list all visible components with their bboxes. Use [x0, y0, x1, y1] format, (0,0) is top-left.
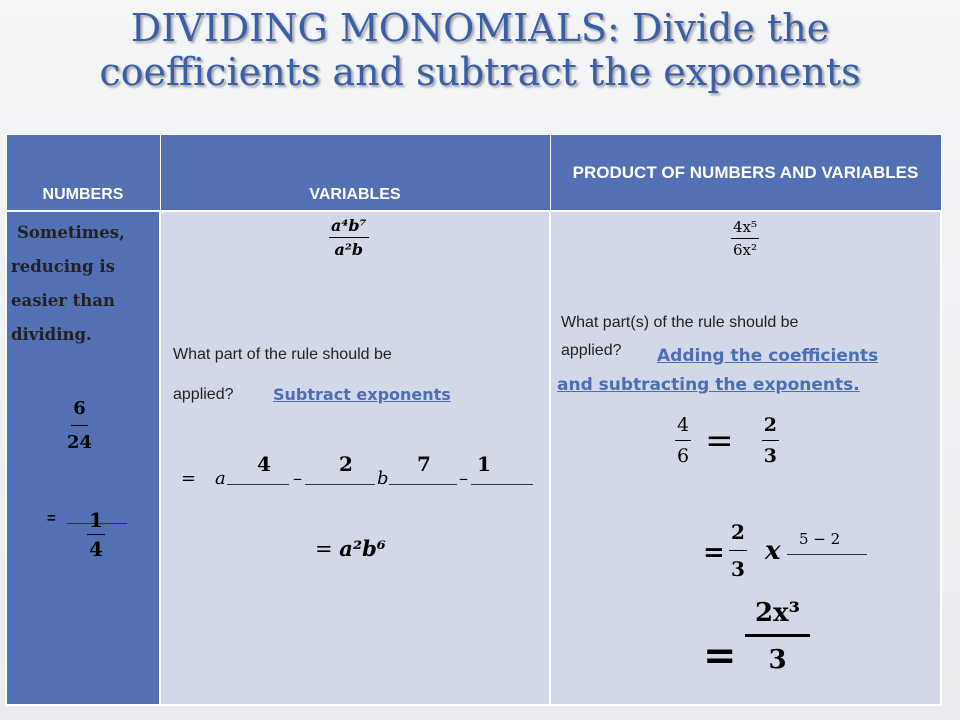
working-b: b — [377, 468, 389, 489]
product-step-2 — [703, 520, 903, 590]
product-step-1 — [675, 414, 779, 467]
note-line-4: dividing. — [11, 325, 92, 344]
product-question: What part(s) of the rule should be — [561, 314, 799, 331]
fraction-denominator: 24 — [67, 432, 93, 453]
result-numerator: 1 — [89, 508, 103, 532]
note-line-1: Sometimes, — [17, 223, 125, 242]
title-line-1: DIVIDING MONOMIALS: Divide the — [130, 6, 830, 50]
product-expr-numerator: 4x⁵ — [733, 218, 758, 236]
product-expr-denominator: 6x² — [733, 241, 758, 259]
working-minus-1: – — [293, 468, 302, 489]
note-line-3: easier than — [11, 291, 115, 310]
step2-denominator: 3 — [731, 557, 745, 581]
step1-eq: = — [705, 420, 734, 461]
step1-denominator: 6 — [677, 445, 690, 467]
step1-result-numerator: 2 — [763, 414, 777, 436]
working-exp-4: 1 — [477, 452, 491, 476]
variables-result — [315, 536, 386, 561]
header-numbers: NUMBERS — [6, 135, 160, 212]
header-product: PRODUCT OF NUMBERS AND VARIABLES — [550, 135, 941, 212]
note-line-2: reducing is — [11, 257, 115, 276]
working-a: a — [215, 468, 226, 489]
step1-numerator: 4 — [677, 414, 690, 436]
product-cell — [550, 211, 941, 705]
product-final — [703, 598, 903, 708]
variables-cell — [160, 211, 550, 705]
working-minus-2: – — [459, 468, 468, 489]
variables-applied: applied? — [173, 386, 234, 403]
expression-denominator: a²b — [334, 240, 364, 259]
result-denominator: 4 — [89, 537, 103, 561]
variables-question: What part of the rule should be — [173, 346, 392, 363]
working-exp-3: 7 — [417, 452, 431, 476]
header-variables: VARIABLES — [160, 135, 550, 212]
product-applied: applied? — [561, 342, 622, 359]
working-exp-2: 2 — [339, 452, 353, 476]
numbers-result — [87, 508, 105, 561]
expression-numerator: a⁴b⁷ — [331, 216, 367, 235]
numbers-eq-sign: = — [47, 510, 56, 527]
working-eq: = — [181, 468, 197, 489]
variables-expression — [329, 216, 369, 259]
monomial-table — [5, 134, 942, 706]
final-eq: = — [703, 632, 737, 679]
step2-x: x — [765, 536, 781, 566]
variables-working — [181, 448, 551, 488]
step2-numerator: 2 — [731, 520, 745, 544]
final-denominator: 3 — [768, 645, 787, 675]
step1-result-denominator: 3 — [763, 445, 777, 467]
variables-answer: Subtract exponents — [273, 385, 451, 404]
final-numerator: 2x³ — [755, 598, 800, 628]
numbers-cell — [6, 211, 160, 705]
header-row — [6, 135, 941, 212]
numbers-note — [11, 216, 159, 352]
content-row — [6, 211, 941, 705]
step2-eq: = — [703, 538, 725, 568]
product-answer-1: Adding the coefficients — [657, 346, 879, 366]
result-eq: = — [315, 537, 333, 561]
working-exp-1: 4 — [257, 452, 271, 476]
result-expression: a²b⁶ — [339, 536, 386, 561]
step2-exponent: 5 − 2 — [799, 530, 841, 548]
numbers-fraction — [65, 398, 94, 453]
fraction-numerator: 6 — [73, 398, 86, 419]
title-line-2: coefficients and subtract the exponents — [99, 50, 861, 94]
slide-title — [0, 6, 960, 94]
product-answer-2: and subtracting the exponents. — [557, 375, 860, 395]
product-expression — [731, 218, 759, 259]
